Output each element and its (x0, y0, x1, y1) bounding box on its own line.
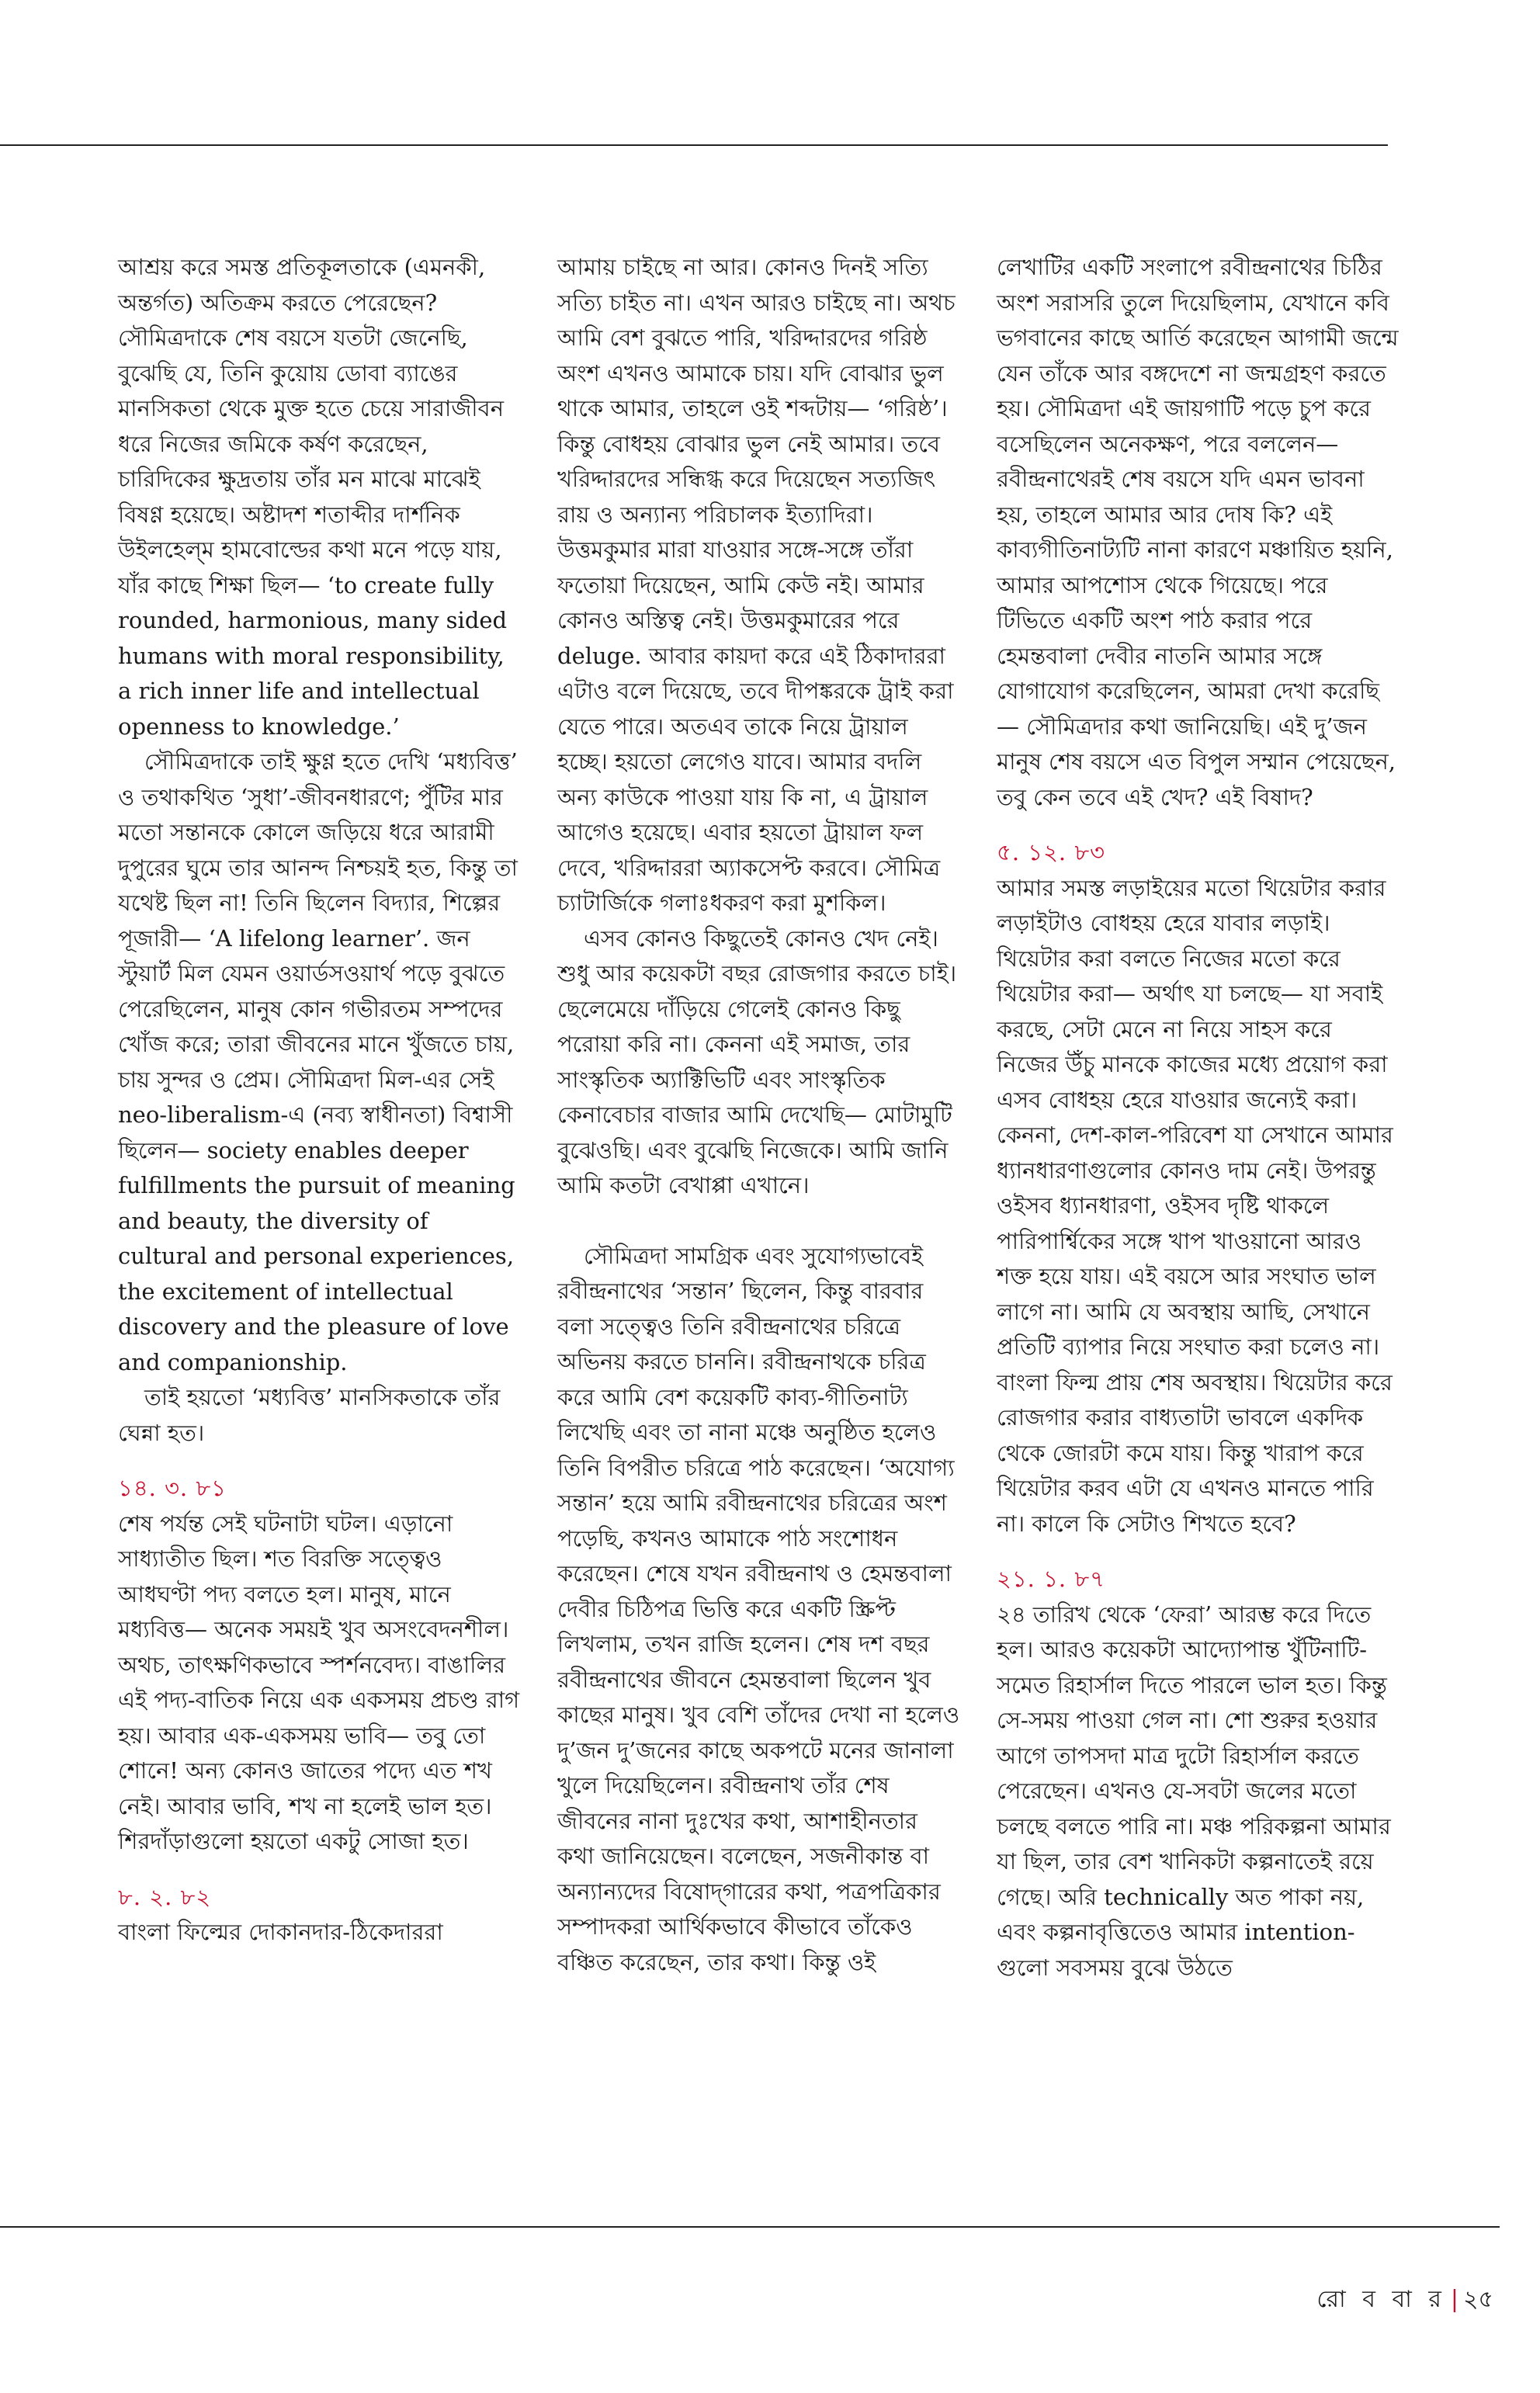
diary-date: ২১. ১. ৮৭ (997, 1566, 1106, 1592)
paragraph: আশ্রয় করে সমস্ত প্রতিকূলতাকে (এমনকী, অন্তর্গত) অতিক্রম করতে পেরেছেন? সৌমিত্রদাকে শেষ বয়সে যতটা জেনেছি, বুঝেছি যে, তিনি কুয়োয় ডোবা ব্যাঙের মানসিকতা থেকে মুক্ত হতে চেয়ে সারাজীবন ধরে নিজের জমিকে কর্ষণ করেছেন, চারিদিকের ক্ষুদ্রতায় তাঁর মন মাঝে মাঝেই বিষণ্ণ হয়েছে। অষ্টাদশ শতাব্দীর দার্শনিক উইলহেল্‌ম হামবোল্ডের কথা মনে পড়ে যায়, যাঁর কাছে শিক্ষা ছিল— ‘to create fully rounded, harmonious, many sided humans with moral responsibility, a rich inner life and intellectual openness to knowledge.’ (118, 254, 508, 740)
diary-date: ৫. ১২. ৮৩ (997, 839, 1106, 865)
column-2 (557, 250, 961, 1980)
column-1 (118, 250, 522, 1951)
paragraph: আমার সমস্ত লড়াইয়ের মতো থিয়েটার করার লড়াইটাও বোধহয় হেরে যাবার লড়াই। থিয়েটার করা বলতে নিজের মতো করে থিয়েটার করা— অর্থাৎ যা চলছে— যা সবাই করছে, সেটা মেনে না নিয়ে সাহস করে নিজের উঁচু মানকে কাজের মধ্যে প্রয়োগ করা এসব বোধহয় হেরে যাওয়ার জন্যেই করা। কেননা, দেশ-কাল-পরিবেশ যা সেখানে আমার ধ্যানধারণাগুলোর কোনও দাম নেই। উপরন্তু ওইসব ধ্যানধারণা, ওইসব দৃষ্টি থাকলে পারিপার্শ্বিকের সঙ্গে খাপ খাওয়ানো আরও শক্ত হয়ে যায়। এই বয়সে আর সংঘাত ভাল লাগে না। আমি যে অবস্থায় আছি, সেখানে প্রতিটি ব্যাপার নিয়ে সংঘাত করা চলেও না। বাংলা ফিল্ম প্রায় শেষ অবস্থায়। থিয়েটার করে রোজগার করার বাধ্যতাটা ভাবলে একদিক থেকে জোরটা কমে যায়। কিন্তু খারাপ করে থিয়েটার করব এটা যে এখনও মানতে পারি না। কালে কি সেটাও শিখতে হবে? (997, 874, 1393, 1537)
footer-separator: | (1450, 2286, 1459, 2313)
magazine-name: রো ব বা র (1316, 2286, 1446, 2313)
paragraph: এসব কোনও কিছুতেই কোনও খেদ নেই। শুধু আর কয়েকটা বছর রোজগার করতে চাই। ছেলেমেয়ে দাঁড়িয়ে গেলেই কোনও কিছু পরোয়া করি না। কেননা এই সমাজ, তার সাংস্কৃতিক অ্যাক্টিভিটি এবং সাংস্কৃতিক কেনাবেচার বাজার আমি দেখেছি— মোটামুটি বুঝেওছি। এবং বুঝেছি নিজেকে। আমি জানি আমি কতটা বেখাপ্পা এখানে। (557, 924, 957, 1198)
diary-date: ১৪. ৩. ৮১ (118, 1475, 227, 1501)
bottom-rule (0, 2226, 1500, 2228)
paragraph: সৌমিত্রদাকে তাই ক্ষুণ্ণ হতে দেখি ‘মধ্যবিত্ত’ ও তথাকথিত ‘সুধা’-জীবনধারণে; পুঁটির মার মতো সন্তানকে কোলে জড়িয়ে ধরে আরামী দুপুরের ঘুমে তার আনন্দ নিশ্চয়ই হত, কিন্তু তা যথেষ্ট ছিল না! তিনি ছিলেন বিদ্যার, শিল্পের পূজারী— ‘A lifelong learner’. জন স্টুয়ার্ট মিল যেমন ওয়ার্ডসওয়ার্থ পড়ে বুঝতে পেরেছিলেন, মানুষ কোন গভীরতম সম্পদের খোঁজ করে; তারা জীবনের মানে খুঁজতে চায়, চায় সুন্দর ও প্রেম। সৌমিত্রদা মিল-এর সেই neo-liberalism-এ (নব্য স্বাধীনতা) বিশ্বাসী ছিলেন— society enables deeper fulfillments the pursuit of meaning and beauty, the diversity of cultural and personal experiences, the excitement of intellectual discovery and the pleasure of love and companionship. (118, 748, 518, 1375)
top-rule (0, 144, 1388, 146)
paragraph: লেখাটির একটি সংলাপে রবীন্দ্রনাথের চিঠির অংশ সরাসরি তুলে দিয়েছিলাম, যেখানে কবি ভগবানের কাছে আর্তি করেছেন আগামী জন্মে যেন তাঁকে আর বঙ্গদেশে না জন্মগ্রহণ করতে হয়। সৌমিত্রদা এই জায়গাটি পড়ে চুপ করে বসেছিলেন অনেকক্ষণ, পরে বললেন— রবীন্দ্রনাথেরই শেষ বয়সে যদি এমন ভাবনা হয়, তাহলে আমার আর দোষ কি? এই কাব্যগীতিনাট্যটি নানা কারণে মঞ্চায়িত হয়নি, আমার আপশোস থেকে গিয়েছে। পরে টিভিতে একটি অংশ পাঠ করার পরে হেমন্তবালা দেবীর নাতনি আমার সঙ্গে যোগাযোগ করেছিলেন, আমরা দেখা করেছি— সৌমিত্রদার কথা জানিয়েছি। এই দু’জন মানুষ শেষ বয়সে এত বিপুল সম্মান পেয়েছেন, তবু কেন তবে এই খেদ? এই বিষাদ? (997, 254, 1399, 810)
paragraph: আমায় চাইছে না আর। কোনও দিনই সত্যি সত্যি চাইত না। এখন আরও চাইছে না। অথচ আমি বেশ বুঝতে পারি, খরিদ্দারদের গরিষ্ঠ অংশ এখনও আমাকে চায়। যদি বোঝার ভুল থাকে আমার, তাহলে ওই শব্দটায়— ‘গরিষ্ঠ’। কিন্তু বোধহয় বোঝার ভুল নেই আমার। তবে খরিদ্দারদের সন্ধিগ্ধ করে দিয়েছেন সত্যজিৎ রায় ও অন্যান্য পরিচালক ইত্যাদিরা। উত্তমকুমার মারা যাওয়ার সঙ্গে-সঙ্গে তাঁরা ফতোয়া দিয়েছেন, আমি কেউ নই। আমার কোনও অস্তিত্ব নেই। উত্তমকুমারের পরে deluge. আবার কায়দা করে এই ঠিকাদাররা এটাও বলে দিয়েছে, তবে দীপঙ্করকে ট্রাই করা যেতে পারে। অতএব তাকে নিয়ে ট্রায়াল হচ্ছে। হয়তো লেগেও যাবে। আমার বদলি অন্য কাউকে পাওয়া যায় কি না, এ ট্রায়াল আগেও হয়েছে। এবার হয়তো ট্রায়াল ফল দেবে, খরিদ্দাররা অ্যাকসেপ্ট করবে। সৌমিত্র চ্যাটার্জিকে গলাঃধকরণ করা মুশকিল। (557, 254, 956, 916)
paragraph: ২৪ তারিখ থেকে ‘ফেরা’ আরম্ভ করে দিতে হল। আরও কয়েকটা আদ্যোপান্ত খুঁটিনাটি-সমেত রিহার্সাল দিতে পারলে ভাল হত। কিন্তু সে-সময় পাওয়া গেল না। শো শুরুর হওয়ার আগে তাপসদা মাত্র দুটো রিহার্সাল করতে পেরেছেন। এখনও যে-সবটা জলের মতো চলছে বলতে পারি না। মঞ্চ পরিকল্পনা আমার যা ছিল, তার বেশ খানিকটা কল্পনাতেই রয়ে গেছে। অরি technically অত পাকা নয়, এবং কল্পনাবৃত্তিতেও আমার intention-গুলো সবসময় বুঝে উঠতে (997, 1601, 1391, 1981)
paragraph: সৌমিত্রদা সামগ্রিক এবং সুযোগ্যভাবেই রবীন্দ্রনাথের ‘সন্তান’ ছিলেন, কিন্তু বারবার বলা সত্ত্বেও তিনি রবীন্দ্রনাথের চরিত্রে অভিনয় করতে চাননি। রবীন্দ্রনাথকে চরিত্র করে আমি বেশ কয়েকটি কাব্য-গীতিনাট্য লিখেছি এবং তা নানা মঞ্চে অনুষ্ঠিত হলেও তিনি বিপরীত চরিত্রে পাঠ করেছেন। ‘অযোগ্য সন্তান’ হয়ে আমি রবীন্দ্রনাথের চরিত্রের অংশ পড়েছি, কখনও আমাকে পাঠ সংশোধন করেছেন। শেষে যখন রবীন্দ্রনাথ ও হেমন্তবালা দেবীর চিঠিপত্র ভিত্তি করে একটি স্ক্রিপ্ট লিখলাম, তখন রাজি হলেন। শেষ দশ বছর রবীন্দ্রনাথের জীবনে হেমন্তবালা ছিলেন খুব কাছের মানুষ। খুব বেশি তাঁদের দেখা না হলেও দু’জন দু’জনের কাছে অকপটে মনের জানালা খুলে দিয়েছিলেন। রবীন্দ্রনাথ তাঁর শেষ জীবনের নানা দুঃখের কথা, আশাহীনতার কথা জানিয়েছেন। বলেছেন, সজনীকান্ত বা অন্যান্যদের বিষোদ্‌গারের কথা, পত্রপত্রিকার সম্পাদকরা আর্থিকভাবে কীভাবে তাঁকেও বঞ্চিত করেছেন, তার কথা। কিন্তু ওই (557, 1242, 960, 1975)
section-gap (557, 1204, 961, 1239)
diary-date: ৮. ২. ৮২ (118, 1883, 212, 1910)
paragraph: শেষ পর্যন্ত সেই ঘটনাটা ঘটল। এড়ানো সাধ্যাতীত ছিল। শত বিরক্তি সত্ত্বেও আধঘণ্টা পদ্য বলতে হল। মানুষ, মানে মধ্যবিত্ত— অনেক সময়ই খুব অসংবেদনশীল। অথচ, তাৎক্ষণিকভাবে স্পর্শনবেদ্য। বাঙালির এই পদ্য-বাতিক নিয়ে এক একসময় প্রচণ্ড রাগ হয়। আবার এক-একসময় ভাবি— তবু তো শোনে! অন্য কোনও জাতের পদ্যে এত শখ নেই। আবার ভাবি, শখ না হলেই ভাল হত। শিরদাঁড়াগুলো হয়তো একটু সোজা হত। (118, 1510, 520, 1854)
paragraph: তাই হয়তো ‘মধ্যবিত্ত’ মানসিকতাকে তাঁর ঘেন্না হত। (118, 1384, 501, 1446)
paragraph: বাংলা ফিল্মের দোকানদার-ঠিকেদাররা (118, 1919, 443, 1945)
page-footer (1316, 2280, 1493, 2320)
column-3 (997, 250, 1400, 1985)
page-number: ২৫ (1463, 2286, 1493, 2313)
